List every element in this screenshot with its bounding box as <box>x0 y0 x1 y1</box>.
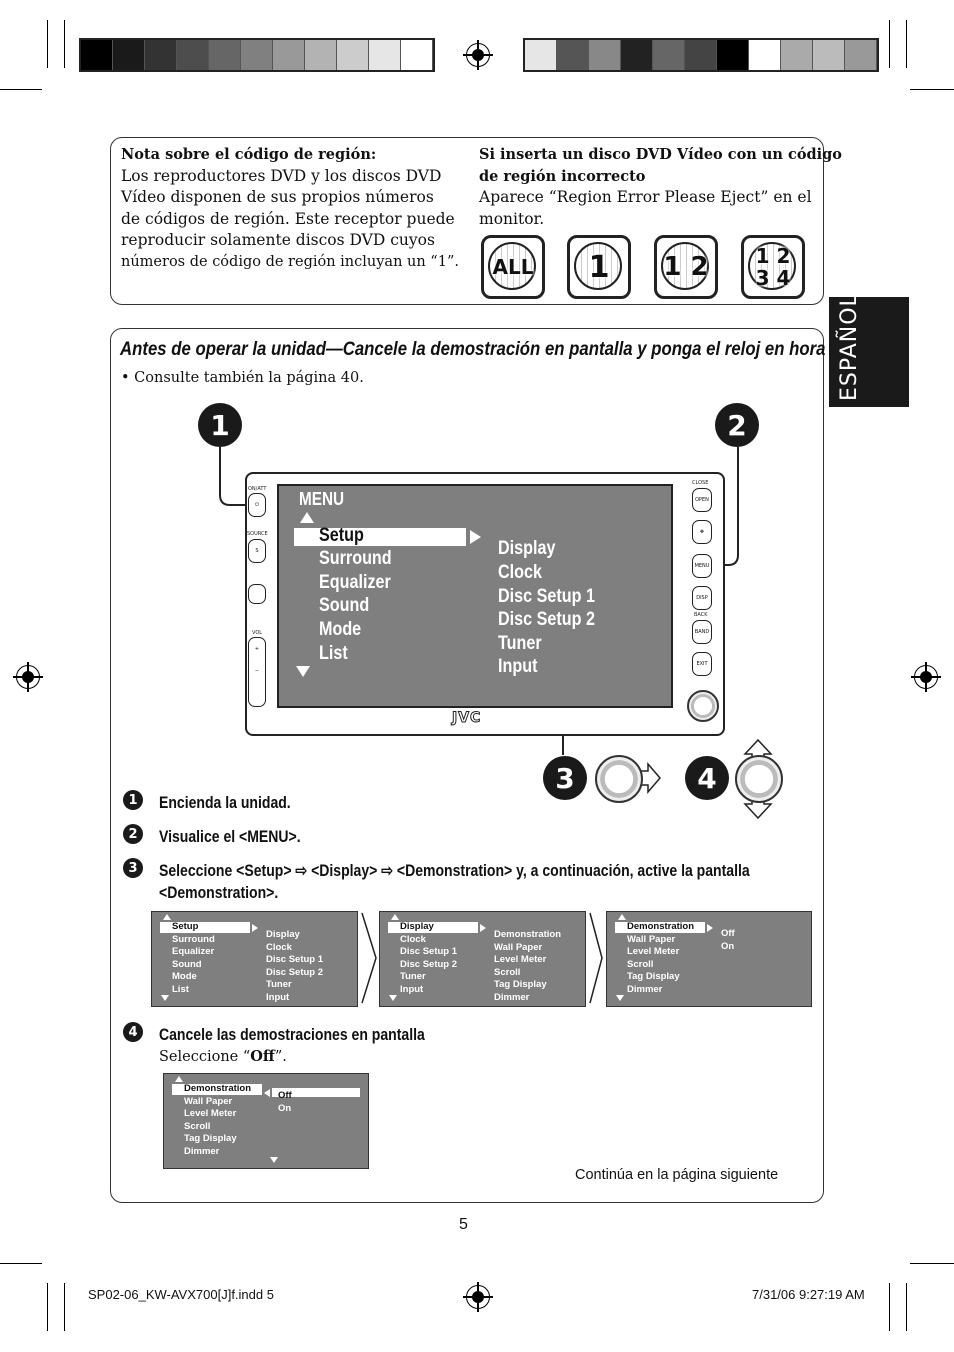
nav-button[interactable]: ✥ <box>692 520 712 544</box>
mini-arrow-icon <box>480 924 486 932</box>
mini-screen-demonstration <box>606 911 812 1007</box>
step-subtext-prefix: Seleccione “ <box>159 1049 251 1065</box>
menu-item[interactable]: Sound <box>319 595 370 616</box>
mini-left-item: Demonstration <box>184 1083 252 1094</box>
mini-left-item: Equalizer <box>172 946 215 957</box>
mini-left-item: Setup <box>172 921 199 932</box>
callout-4: 4 <box>685 756 729 800</box>
scroll-up-icon <box>300 512 314 523</box>
submenu-item[interactable]: Input <box>498 656 538 677</box>
mini-left-item: Wall Paper <box>184 1095 233 1107</box>
region-error-heading: Si inserta un disco DVD Vídeo con un código <box>479 146 842 163</box>
region-note-line: números de código de región incluyan un “1”. <box>121 253 459 270</box>
submenu-item[interactable]: Disc Setup 2 <box>498 609 595 630</box>
mini-left-item: Input <box>400 983 424 995</box>
step-text: <Demonstration>. <box>159 884 279 902</box>
region-all-icon: ALL <box>481 235 545 299</box>
section-title: Antes de operar la unidad—Cancele la demostración en pantalla y ponga el reloj en hora <box>120 338 826 360</box>
mini-screen-display <box>379 911 586 1007</box>
callout-1: 1 <box>198 403 242 447</box>
mini-left-item: Disc Setup 1 <box>400 946 458 957</box>
continues-note: Continúa en la página siguiente <box>575 1167 779 1183</box>
mini-right-item: Wall Paper <box>494 941 543 953</box>
mini-left-item: Level Meter <box>627 946 680 957</box>
menu-button[interactable]: MENU <box>692 554 712 578</box>
power-button[interactable]: ⏻ <box>248 493 266 517</box>
mini-left-item: Surround <box>172 933 215 945</box>
source-button[interactable]: S <box>248 539 266 563</box>
mini-left-item: Tag Display <box>184 1133 237 1144</box>
step-text: Cancele las demostraciones en pantalla <box>159 1026 425 1044</box>
step-text: Seleccione <Setup> ⇨ <Display> ⇨ <Demonstration> y, a continuación, active la pantalla <box>159 862 750 880</box>
footer-date: 7/31/06 9:27:19 AM <box>752 1287 865 1302</box>
step-text: Visualice el <MENU>. <box>159 828 301 846</box>
step-subtext <box>159 1048 287 1065</box>
control-knob-turn[interactable] <box>735 755 783 803</box>
submenu-item[interactable]: Disc Setup 1 <box>498 586 595 607</box>
page-number: 5 <box>459 1216 468 1233</box>
mini-scroll-down-icon <box>270 1157 278 1163</box>
band-button[interactable]: BAND <box>692 620 712 644</box>
button-label: CLOSE <box>692 480 709 486</box>
mini-right-item: Scroll <box>494 966 521 978</box>
step-text: Encienda la unidad. <box>159 794 291 812</box>
region-1-icon: 1 <box>567 235 631 299</box>
eject-slot <box>248 584 266 604</box>
step-number: 3 <box>123 858 143 878</box>
menu-item-setup[interactable]: Setup <box>319 525 364 546</box>
control-knob-push[interactable] <box>595 755 643 803</box>
button-label: BACK <box>694 612 708 618</box>
mini-screen-off <box>163 1073 369 1169</box>
mini-left-item: Demonstration <box>627 921 695 932</box>
mini-left-item: Clock <box>400 933 426 945</box>
mini-left-item: Sound <box>172 958 202 970</box>
mini-left-item: Disc Setup 2 <box>400 958 458 970</box>
submenu-item[interactable]: Clock <box>498 562 542 583</box>
region-note-line: reproducir solamente discos DVD cuyos <box>121 231 435 249</box>
footer-file: SP02-06_KW-AVX700[J]f.indd 5 <box>88 1287 274 1302</box>
mini-scroll-up-icon <box>163 914 171 920</box>
step-number: 2 <box>123 824 143 844</box>
mini-left-item: List <box>172 983 189 995</box>
mini-screen-setup <box>151 911 358 1007</box>
mini-right-item: On <box>721 940 735 952</box>
step-number: 1 <box>123 790 143 810</box>
mini-arrow-icon <box>264 1089 270 1097</box>
mini-left-item: Display <box>400 921 434 932</box>
region-note-line: Los reproductores DVD y los discos DVD <box>121 166 442 185</box>
mini-right-item: Display <box>266 929 300 940</box>
mini-scroll-up-icon <box>618 914 626 920</box>
mini-right-item: Tuner <box>266 979 292 990</box>
mini-right-item: Disc Setup 1 <box>266 954 324 965</box>
callout-2: 2 <box>715 403 759 447</box>
mini-left-item: Scroll <box>184 1120 211 1132</box>
step-number: 4 <box>123 1022 143 1042</box>
disp-button[interactable]: DISP <box>692 586 712 610</box>
mini-arrow-icon <box>252 924 258 932</box>
exit-button[interactable]: EXIT <box>692 652 712 676</box>
mini-right-item: Level Meter <box>494 954 547 965</box>
region-note-heading: Nota sobre el código de región: <box>121 146 377 163</box>
mini-right-item: On <box>278 1102 292 1114</box>
menu-item[interactable]: Surround <box>319 548 392 569</box>
mini-left-item: Scroll <box>627 958 654 970</box>
menu-item[interactable]: List <box>319 643 348 664</box>
region-note-line: Vídeo disponen de sus propios números <box>121 188 434 206</box>
region-error-line: monitor. <box>479 209 545 228</box>
volume-rocker[interactable]: + − <box>248 637 266 707</box>
mini-right-item: Input <box>266 991 290 1003</box>
mini-left-item: Dimmer <box>627 983 663 995</box>
section-bullet: • Consulte también la página 40. <box>121 370 364 386</box>
mini-scroll-down-icon <box>161 995 169 1001</box>
step-subtext-suffix: ”. <box>274 1049 287 1065</box>
step-subtext-bold: Off <box>250 1048 275 1065</box>
brand-logo: JVC <box>452 710 482 726</box>
menu-item[interactable]: Equalizer <box>319 572 391 593</box>
submenu-item[interactable]: Tuner <box>498 633 542 654</box>
mini-left-item: Mode <box>172 971 197 982</box>
mini-scroll-up-icon <box>391 914 399 920</box>
region-1234-icon: 1 2 3 4 <box>741 235 805 299</box>
mini-right-item: Off <box>278 1090 292 1101</box>
callout-3: 3 <box>543 756 587 800</box>
mini-left-item: Wall Paper <box>627 933 676 945</box>
button-label: SOURCE <box>247 531 268 537</box>
region-error-heading: de región incorrecto <box>479 167 646 185</box>
submenu-item[interactable]: Display <box>498 538 556 559</box>
region-error-line: Aparece “Region Error Please Eject” en el <box>479 188 812 206</box>
open-button[interactable]: OPEN <box>692 488 712 512</box>
mini-scroll-down-icon <box>616 995 624 1001</box>
mini-left-item: Dimmer <box>184 1145 220 1157</box>
button-label: ON/ATT <box>248 486 267 492</box>
control-knob[interactable] <box>687 690 719 722</box>
mini-right-item: Disc Setup 2 <box>266 966 324 978</box>
language-tab-label: ESPAÑOL <box>837 293 862 401</box>
mini-right-item: Clock <box>266 941 292 953</box>
menu-title: MENU <box>299 489 345 509</box>
mini-right-item: Dimmer <box>494 991 530 1003</box>
mini-scroll-up-icon <box>175 1076 183 1082</box>
mini-left-item: Level Meter <box>184 1108 237 1119</box>
mini-right-item: Demonstration <box>494 929 562 940</box>
region-note-line: de códigos de región. Este receptor puede <box>121 209 455 228</box>
submenu-arrow-icon <box>470 530 481 544</box>
mini-left-item: Tuner <box>400 971 426 982</box>
mini-right-item: Off <box>721 928 735 939</box>
button-label: VOL <box>252 630 263 636</box>
scroll-down-icon <box>296 666 310 677</box>
mini-arrow-icon <box>707 924 713 932</box>
menu-item[interactable]: Mode <box>319 619 362 640</box>
mini-scroll-down-icon <box>389 995 397 1001</box>
mini-right-item: Tag Display <box>494 979 547 990</box>
region-12-icon: 1 2 <box>654 235 718 299</box>
mini-left-item: Tag Display <box>627 971 680 982</box>
